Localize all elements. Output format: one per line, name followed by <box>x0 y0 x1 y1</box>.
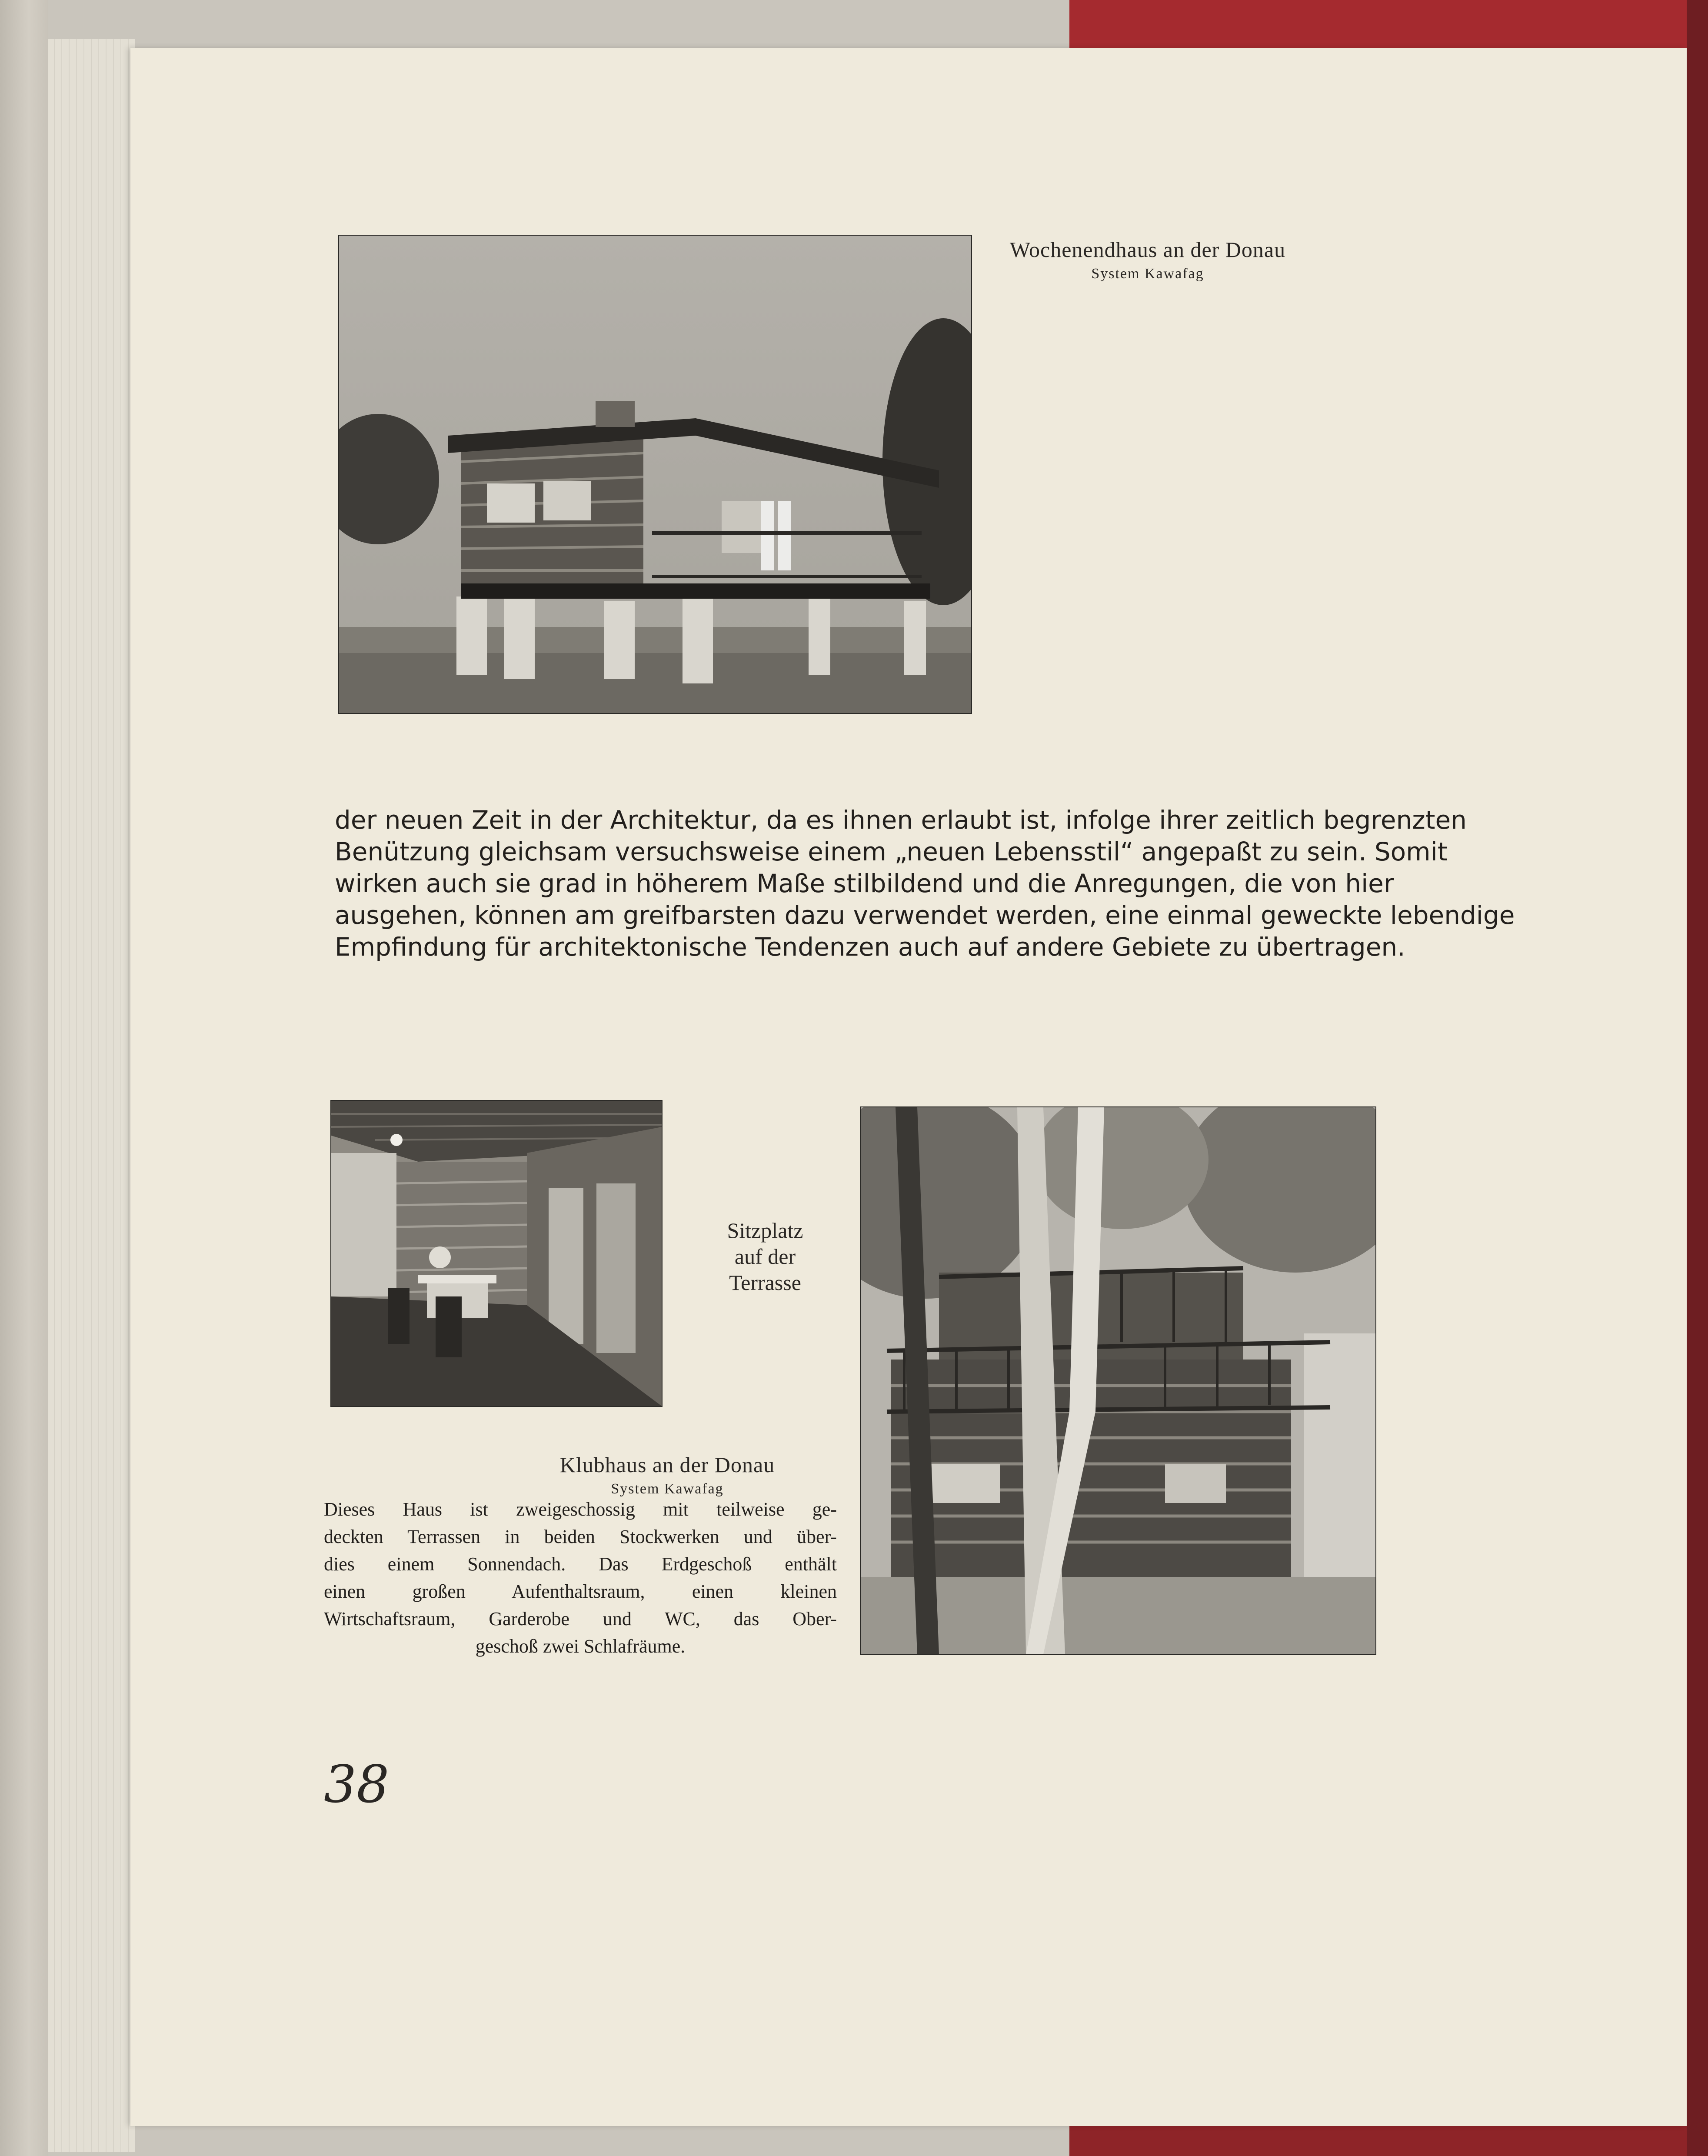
terrace-interior-photo <box>330 1100 663 1407</box>
club-description-line: deckten Terrassen in beiden Stockwerken und über- <box>324 1526 837 1547</box>
club-description-line: Dieses Haus ist zweigeschossig mit teilweise ge- <box>324 1499 837 1520</box>
club-house-description <box>324 1496 837 1660</box>
club-house-photo <box>860 1106 1376 1655</box>
club-house-caption-subtitle: System Kawafag <box>611 1481 724 1497</box>
weekend-house-caption-title: Wochenendhaus an der Donau <box>1009 237 1286 262</box>
club-description-line: einen großen Aufenthaltsraum, einen kleinen <box>324 1581 837 1602</box>
red-cover-top <box>1069 0 1708 54</box>
weekend-house-caption-subtitle: System Kawafag <box>1091 266 1204 282</box>
body-line: ausgehen, können am greifbarsten dazu verwendet werden, eine einmal geweckte lebendige <box>335 900 1515 930</box>
body-paragraph <box>335 804 1515 963</box>
terrace-caption-line: Sitzplatz <box>727 1218 803 1243</box>
body-line: Benützung gleichsam versuchsweise einem „neuen Lebensstil“ angepaßt zu sein. Somit <box>335 837 1448 866</box>
club-description-line: Wirtschaftsraum, Garderobe und WC, das Ober- <box>324 1608 837 1629</box>
club-description-line: dies einem Sonnendach. Das Erdgeschoß enthält <box>324 1553 837 1575</box>
terrace-caption-line: Terrasse <box>729 1270 801 1295</box>
red-cover-right <box>1687 0 1708 2156</box>
body-line: der neuen Zeit in der Architektur, da es ihnen erlaubt ist, infolge ihrer zeitlich begrenzten <box>335 805 1467 835</box>
weekend-house-caption <box>1000 237 1295 282</box>
terrace-caption-line: auf der <box>734 1244 796 1269</box>
cover-edge-top <box>48 0 1069 48</box>
club-house-caption-title: Klubhaus an der Donau <box>559 1453 775 1477</box>
body-line: wirken auch sie grad in höherem Maße stilbildend und die Anregungen, die von hier <box>335 869 1394 898</box>
club-description-line: geschoß zwei Schlafräume. <box>475 1636 686 1657</box>
page-number: 38 <box>324 1754 390 1814</box>
weekend-house-photo <box>338 235 972 714</box>
club-house-caption <box>500 1452 835 1497</box>
page-stack <box>48 39 135 2152</box>
cover-edge-bottom <box>48 2126 1069 2156</box>
terrace-caption <box>696 1217 835 1296</box>
body-line: Empfindung für architektonische Tendenzen auch auf andere Gebiete zu übertragen. <box>335 932 1405 962</box>
book-binding <box>0 0 48 2156</box>
red-cover-bottom <box>1069 2122 1708 2156</box>
